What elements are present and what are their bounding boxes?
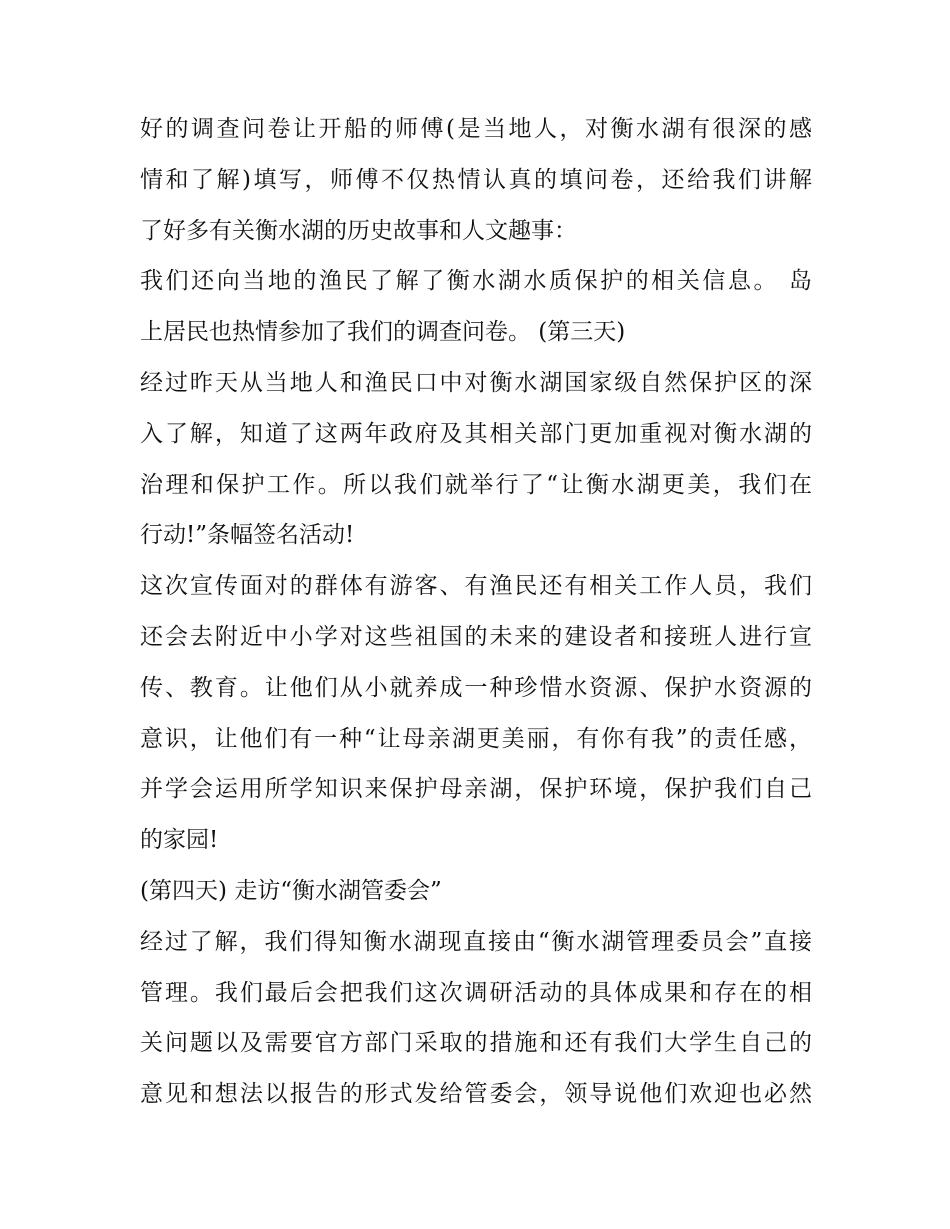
text-line: 并学会运用所学知识来保护母亲湖，保护环境，保护我们自己 [140,776,812,803]
text-line: 情和了解)填写，师傅不仅热情认真的填问卷，还给我们讲解 [140,166,812,193]
text-line: 行动!”条幅签名活动! [140,522,355,549]
text-line: 好的调查问卷让开船的师傅(是当地人，对衡水湖有很深的感 [140,116,812,142]
text-line: 这次宣传面对的群体有游客、有渔民还有相关工作人员，我们 [140,573,812,600]
document-body [140,104,812,1120]
text-line: 治理和保护工作。所以我们就举行了“让衡水湖更美，我们在 [140,471,812,498]
text-line: 入了解，知道了这两年政府及其相关部门更加重视对衡水湖的 [140,420,812,447]
text-line: 传、教育。让他们从小就养成一种珍惜水资源、保护水资源的 [140,674,812,701]
paragraph-fishermen-survey [140,256,812,358]
paragraph-day-three-signing [140,358,812,561]
text-line: 关问题以及需要官方部门采取的措施和还有我们大学生自己的 [140,1030,812,1057]
text-line: (第四天) 走访“衡水湖管委会” [140,877,442,904]
paragraph-questionnaire-boatman [140,104,812,256]
section-heading-day-four [140,866,812,917]
paragraph-management-committee [140,917,812,1120]
text-line: 意识，让他们有一种“让母亲湖更美丽，有你有我”的责任感， [140,725,812,752]
text-line: 经过了解，我们得知衡水湖现直接由“衡水湖管理委员会”直接 [140,928,812,955]
text-line: 我们还向当地的渔民了解了衡水湖水质保护的相关信息。 岛 [140,268,812,295]
text-line: 的家园! [140,827,219,854]
text-line: 上居民也热情参加了我们的调查问卷。 (第三天) [140,319,626,346]
paragraph-publicity-education [140,561,812,866]
text-line: 还会去附近中小学对这些祖国的未来的建设者和接班人进行宣 [140,623,812,650]
text-line: 意见和想法以报告的形式发给管委会，领导说他们欢迎也必然 [140,1081,812,1108]
text-line: 管理。我们最后会把我们这次调研活动的具体成果和存在的相 [140,979,812,1006]
text-line: 了好多有关衡水湖的历史故事和人文趣事： [140,217,577,244]
text-line: 经过昨天从当地人和渔民口中对衡水湖国家级自然保护区的深 [140,369,812,396]
